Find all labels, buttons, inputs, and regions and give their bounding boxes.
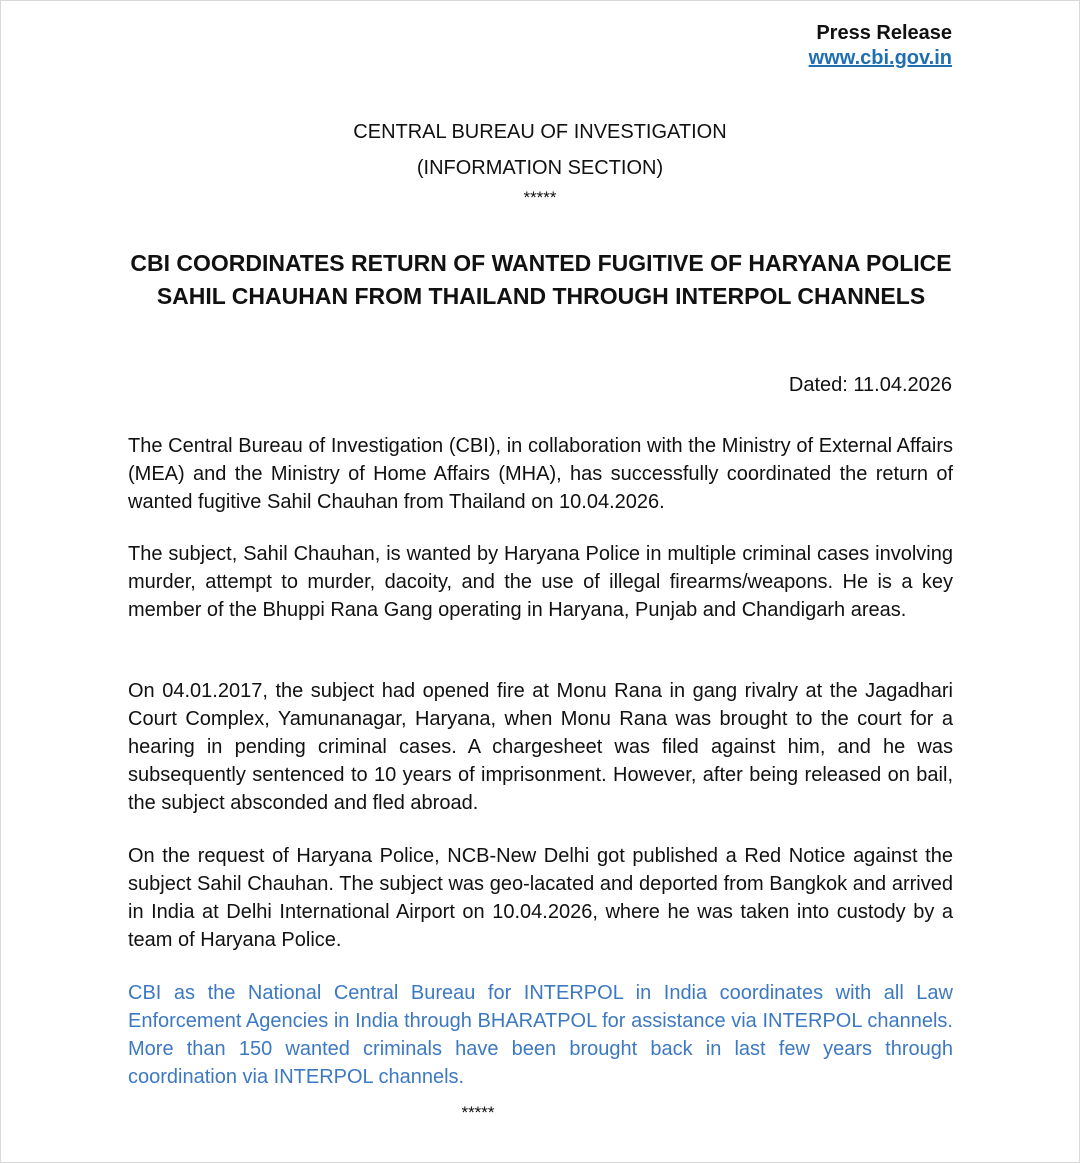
organization-section: (INFORMATION SECTION) (416, 157, 664, 179)
press-release-header (809, 21, 952, 71)
organization-block (1, 114, 1079, 208)
headline: CBI COORDINATES RETURN OF WANTED FUGITIVE OF HARYANA POLICE SAHIL CHAUHAN FROM THAILAND THROUGH INTERPOL CHANNELS (130, 250, 952, 309)
website-link[interactable]: www.cbi.gov.in (808, 47, 952, 69)
paragraph-2: The subject, Sahil Chauhan, is wanted by Haryana Police in multiple criminal cases involving murder, attempt to murder, dacoity, and the use of illegal firearms/weapons. He is a key member of the Bhuppi Rana Gang operating in Haryana, Punjab and Chandigarh areas. (128, 543, 953, 621)
interpol-paragraph: CBI as the National Central Bureau for INTERPOL in India coordinates with all Law Enforcement Agencies in India through BHARATPOL for assistance via INTERPOL channels. More than 150 wanted criminals have been brought back in last few years through coordination via INTERPOL channels. (128, 982, 953, 1088)
top-separator: ***** (523, 188, 557, 207)
paragraph-4: On the request of Haryana Police, NCB-New Delhi got published a Red Notice against the subject Sahil Chauhan. The subject was geo-lacated and deported from Bangkok and arrived in India at Delhi International Airport on 10.04.2026, where he was taken into custody by a team of Haryana Police. (128, 845, 953, 951)
doc-type-label: Press Release (816, 22, 952, 44)
paragraph-3: On 04.01.2017, the subject had opened fire at Monu Rana in gang rivalry at the Jagadhari Court Complex, Yamunanagar, Haryana, when Monu Rana was brought to the court for a hearing in pending criminal cases. A chargesheet was filed against him, and he was subsequently sentenced to 10 years of imprisonment. However, after being released on bail, the subject absconded and fled abroad. (128, 680, 953, 814)
paragraph-1: The Central Bureau of Investigation (CBI), in collaboration with the Ministry of External Affairs (MEA) and the Ministry of Home Affairs (MHA), has successfully coordinated the return of wanted fugitive Sahil Chauhan from Thailand on 10.04.2026. (128, 435, 953, 513)
date-line: Dated: 11.04.2026 (788, 374, 952, 396)
closing-separator: ***** (461, 1103, 495, 1122)
organization-name: CENTRAL BUREAU OF INVESTIGATION (353, 121, 727, 143)
